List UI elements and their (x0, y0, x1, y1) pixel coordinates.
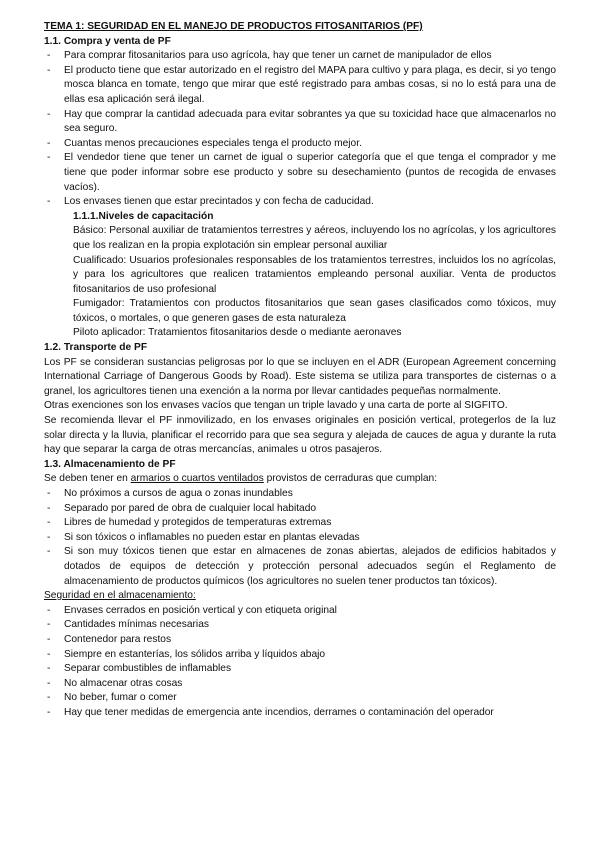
list-item: - No almacenar otras cosas (44, 677, 556, 692)
list-item: - Separado por pared de obra de cualquier local habitado (44, 502, 556, 517)
intro-text-end: provistos de cerraduras que cumplan: (263, 473, 438, 485)
list-item: - Cuantas menos precauciones especiales tenga el producto mejor. (44, 137, 556, 152)
list-item: - Separar combustibles de inflamables (44, 662, 556, 677)
paragraph: Se recomienda llevar el PF inmovilizado, en los envases originales en posición vertical, protegerlos de la luz solar directa y la lluvia, planificar el recorrido para que sea segura y alejada de cauces de agua y durante la ruta hay que separar la carga de otras mercancías, animales u otros pasajeros. (44, 415, 556, 456)
list-item: - Siempre en estanterías, los sólidos arriba y líquidos abajo (44, 648, 556, 663)
level-cualificado: Cualificado: Usuarios profesionales responsables de los tratamientos terrestres, incluidos los no agrícolas, y para los agricultores que realicen tratamientos empleando personal auxiliar. Venta de productos fitosanitarios de uso profesional (73, 254, 556, 295)
list-item: - El producto tiene que estar autorizado en el registro del MAPA para cultivo y para plaga, es decir, si yo tengo mosca blanca en tomate, tengo que mirar que esté registrado para ambas cosas, si no lo está para una de ellas esa aplicación será ilegal. (44, 64, 556, 108)
list-item: - No beber, fumar o comer (44, 691, 556, 706)
level-piloto: Piloto aplicador: Tratamientos fitosanitarios desde o mediante aeronaves (73, 327, 402, 339)
list-item: - Libres de humedad y protegidos de temperaturas extremas (44, 516, 556, 531)
almacenamiento-intro (44, 472, 556, 487)
list-item: - No próximos a cursos de agua o zonas inundables (44, 487, 556, 502)
security-list (44, 604, 556, 721)
list-item: - El vendedor tiene que tener un carnet de igual o superior categoría que el que tenga el comprador y me tiene que poder informar sobre ese producto y sobre su desechamiento (puntos de recogida de envases vacíos). (44, 151, 556, 195)
list-item: - Cantidades mínimas necesarias (44, 618, 556, 633)
almacenamiento-list (44, 487, 556, 589)
list-item: - Para comprar fitosanitarios para uso agrícola, hay que tener un carnet de manipulador de ellos (44, 49, 556, 64)
list-item: - Hay que tener medidas de emergencia ante incendios, derrames o contaminación del operador (44, 706, 556, 721)
list-item: - Hay que comprar la cantidad adecuada para evitar sobrantes ya que su toxicidad hace que almacenarlos no sea seguro. (44, 108, 556, 137)
compra-list (44, 49, 556, 210)
list-item: - Si son tóxicos o inflamables no pueden estar en plantas elevadas (44, 531, 556, 546)
security-heading: Seguridad en el almacenamiento: (44, 590, 196, 602)
level-fumigador: Fumigador: Tratamientos con productos fitosanitarios que sean gases clasificados como tóxicos, muy tóxicos, o mortales, o que generen gases de esta naturaleza (73, 298, 556, 324)
subsection-heading-niveles: 1.1.1.Niveles de capacitación (73, 210, 214, 222)
intro-text: Se deben tener en (44, 473, 131, 485)
document-title: TEMA 1: SEGURIDAD EN EL MANEJO DE PRODUCTOS FITOSANITARIOS (PF) (44, 21, 423, 32)
section-heading-almacenamiento: 1.3. Almacenamiento de PF (44, 458, 176, 470)
paragraph: Los PF se consideran sustancias peligrosas por lo que se incluyen en el ADR (European Agreement concerning International Carriage of Dangerous Goods by Road). Este sistema se utiliza para transportes de cisternas o a granel, los agricultores tienen una exención a la norma por llevar cantidades pequeñas normalmente. (44, 356, 556, 397)
level-basico: Básico: Personal auxiliar de tratamientos terrestres y aéreos, incluyendo los no agrícolas, y los agricultores que los realizan en la propia explotación sin emplear personal auxiliar (73, 225, 557, 251)
intro-underlined: armarios o cuartos ventilados (130, 473, 264, 485)
list-item: - Si son muy tóxicos tienen que estar en almacenes de zonas abiertas, alejados de edificios habitados y dotados de equipos de detección y protección personal adecuados según el Reglamento de almacenamiento de productos químicos (los agricultores no suelen tener productos tan tóxicos). (44, 545, 556, 589)
section-heading-compra: 1.1. Compra y venta de PF (44, 35, 171, 47)
list-item: - Los envases tienen que estar precintados y con fecha de caducidad. (44, 195, 556, 210)
list-item: - Contenedor para restos (44, 633, 556, 648)
paragraph: Otras exenciones son los envases vacíos que tengan un triple lavado y una carta de porte al SIGFITO. (44, 400, 508, 412)
list-item: - Envases cerrados en posición vertical y con etiqueta original (44, 604, 556, 619)
section-heading-transporte: 1.2. Transporte de PF (44, 342, 148, 354)
